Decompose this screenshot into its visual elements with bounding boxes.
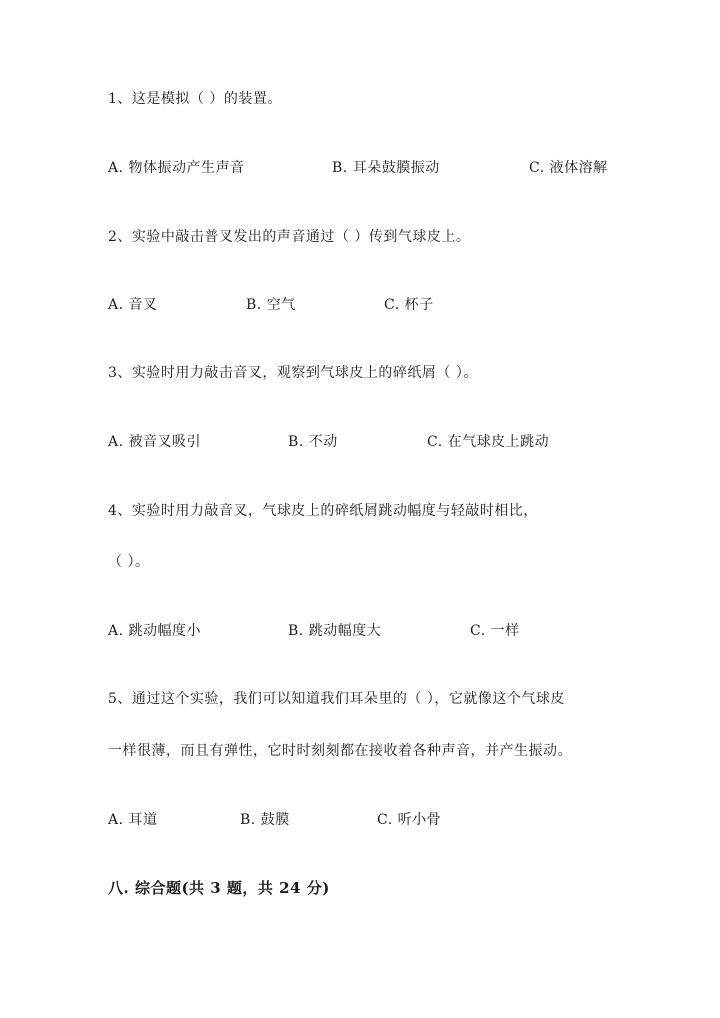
- question-1-option-c: C. 液体溶解: [529, 160, 608, 176]
- question-1-stem: 1、这是模拟（ ）的装置。: [108, 91, 282, 107]
- question-2-stem: 2、实验中敲击普叉发出的声音通过（ ）传到气球皮上。: [108, 229, 471, 245]
- question-4-stem-continued: （ ）。: [108, 554, 150, 570]
- question-4-stem: 4、实验时用力敲音叉，气球皮上的碎纸屑跳动幅度与轻敲时相比，: [108, 503, 538, 519]
- question-4-option-c: C. 一样: [470, 623, 520, 639]
- question-5-option-c: C. 听小骨: [377, 812, 442, 828]
- question-3-option-a: A. 被音叉吸引: [108, 434, 202, 450]
- question-5-option-b: B. 鼓膜: [240, 812, 290, 828]
- question-3-option-c: C. 在气球皮上跳动: [427, 434, 550, 450]
- question-4-option-b: B. 跳动幅度大: [288, 623, 382, 639]
- question-5-stem-continued: 一样很薄，而且有弹性，它时时刻刻都在接收着各种声音，并产生振动。: [108, 743, 572, 759]
- question-4-option-a: A. 跳动幅度小: [108, 623, 202, 639]
- question-3-stem: 3、实验时用力敲击音叉，观察到气球皮上的碎纸屑（ ）。: [108, 365, 478, 381]
- question-2-option-c: C. 杯子: [384, 297, 434, 313]
- question-2-option-a: A. 音叉: [108, 297, 158, 313]
- question-1-option-a: A. 物体振动产生声音: [108, 160, 245, 176]
- question-1-option-b: B. 耳朵鼓膜振动: [332, 160, 440, 176]
- question-5-option-a: A. 耳道: [108, 812, 158, 828]
- section-heading: 八. 综合题(共 3 题，共 24 分): [108, 879, 330, 897]
- question-3-option-b: B. 不动: [288, 434, 338, 450]
- question-2-option-b: B. 空气: [246, 297, 296, 313]
- question-5-stem: 5、通过这个实验，我们可以知道我们耳朵里的（ ），它就像这个气球皮: [108, 691, 565, 707]
